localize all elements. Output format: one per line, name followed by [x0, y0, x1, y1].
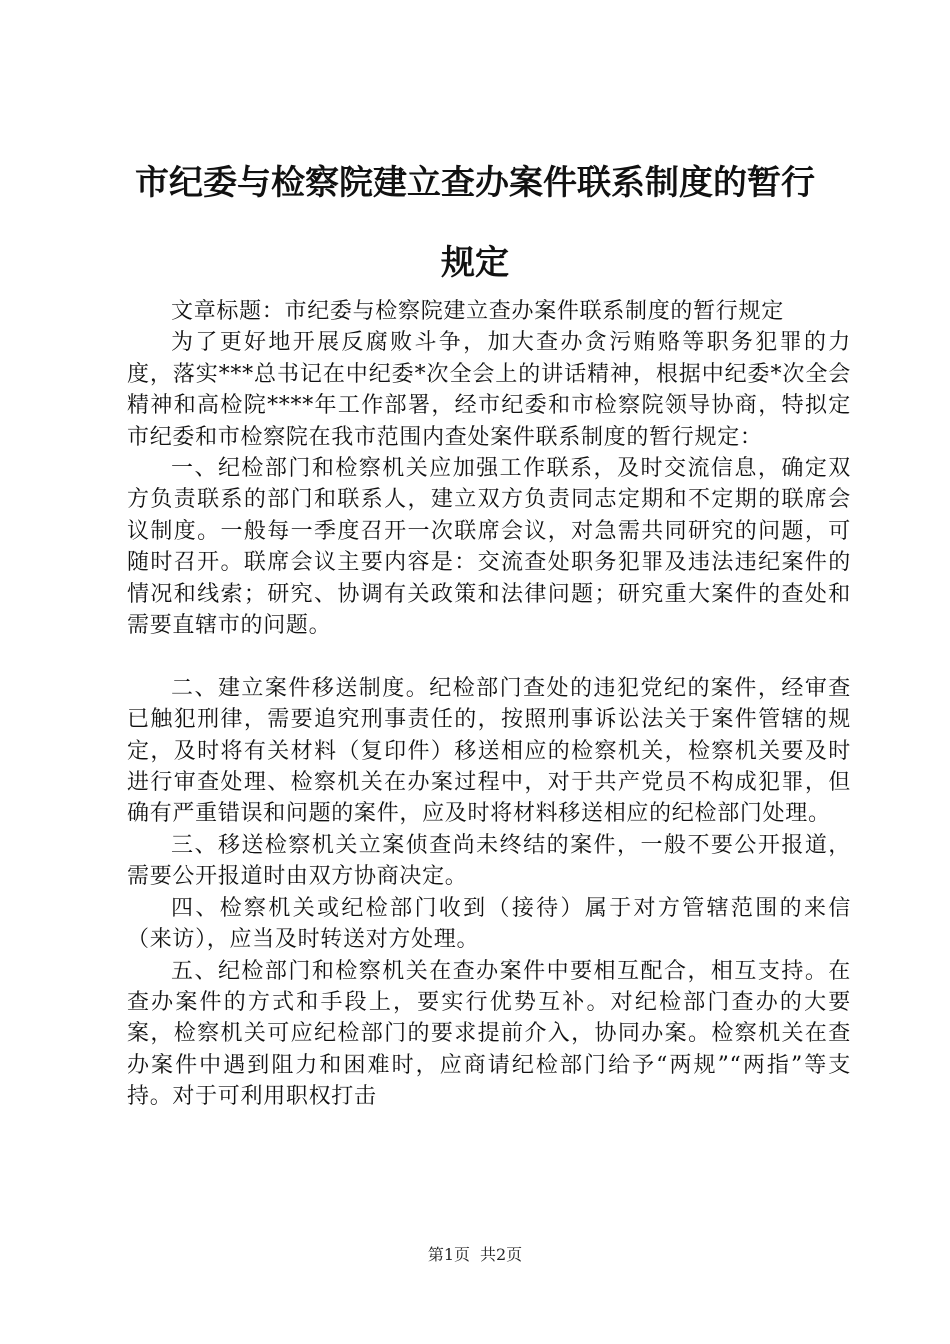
page-number-total: 共2页: [480, 1245, 523, 1264]
document-title: 市纪委与检察院建立查办案件联系制度的暂行: [135, 163, 815, 203]
document-body: [127, 296, 851, 1113]
page-footer: [0, 1245, 950, 1265]
article-title-paragraph: 文章标题：市纪委与检察院建立查办案件联系制度的暂行规定: [171, 299, 784, 324]
page-number-current: 第1页: [427, 1245, 470, 1264]
clause-1-paragraph: 一、纪检部门和检察机关应加强工作联系，及时交流信息，确定双方负责联系的部门和联系人，建立双方负责同志定期和不定期的联席会议制度。一般每一季度召开一次联席会议，对急需共同研究的问题，可随时召开。联席会议主要内容是：交流查处职务犯罪及违法违纪案件的情况和线索；研究、协调有关政策和法律问题；研究重大案件的查处和需要直辖市的问题。: [127, 456, 851, 639]
clause-2-paragraph: 二、建立案件移送制度。纪检部门查处的违犯党纪的案件，经审查已触犯刑律，需要追究刑事责任的，按照刑事诉讼法关于案件管辖的规定，及时将有关材料（复印件）移送相应的检察机关，检察机关要及时进行审查处理、检察机关在办案过程中，对于共产党员不构成犯罪，但确有严重错误和问题的案件，应及时将材料移送相应的纪检部门处理。: [127, 675, 851, 827]
clause-4-paragraph: 四、检察机关或纪检部门收到（接待）属于对方管辖范围的来信（来访），应当及时转送对方处理。: [127, 895, 851, 953]
clause-3-paragraph: 三、移送检察机关立案侦查尚未终结的案件，一般不要公开报道，需要公开报道时由双方协商决定。: [127, 832, 851, 890]
intro-paragraph: 为了更好地开展反腐败斗争，加大查办贪污贿赂等职务犯罪的力度，落实***总书记在中纪委*次全会上的讲话精神，根据中纪委*次全会精神和高检院****年工作部署，经市纪委和市检察院领导协商，特拟定市纪委和市检察院在我市范围内查处案件联系制度的暂行规定：: [127, 330, 851, 450]
clause-5-paragraph: 五、纪检部门和检察机关在查办案件中要相互配合，相互支持。在查办案件的方式和手段上，要实行优势互补。对纪检部门查办的大要案，检察机关可应纪检部门的要求提前介入，协同办案。检察机关在查办案件中遇到阻力和困难时，应商请纪检部门给予“两规”“两指”等支持。对于可利用职权打击: [127, 958, 851, 1110]
document-title-continued: 规定: [441, 243, 509, 283]
